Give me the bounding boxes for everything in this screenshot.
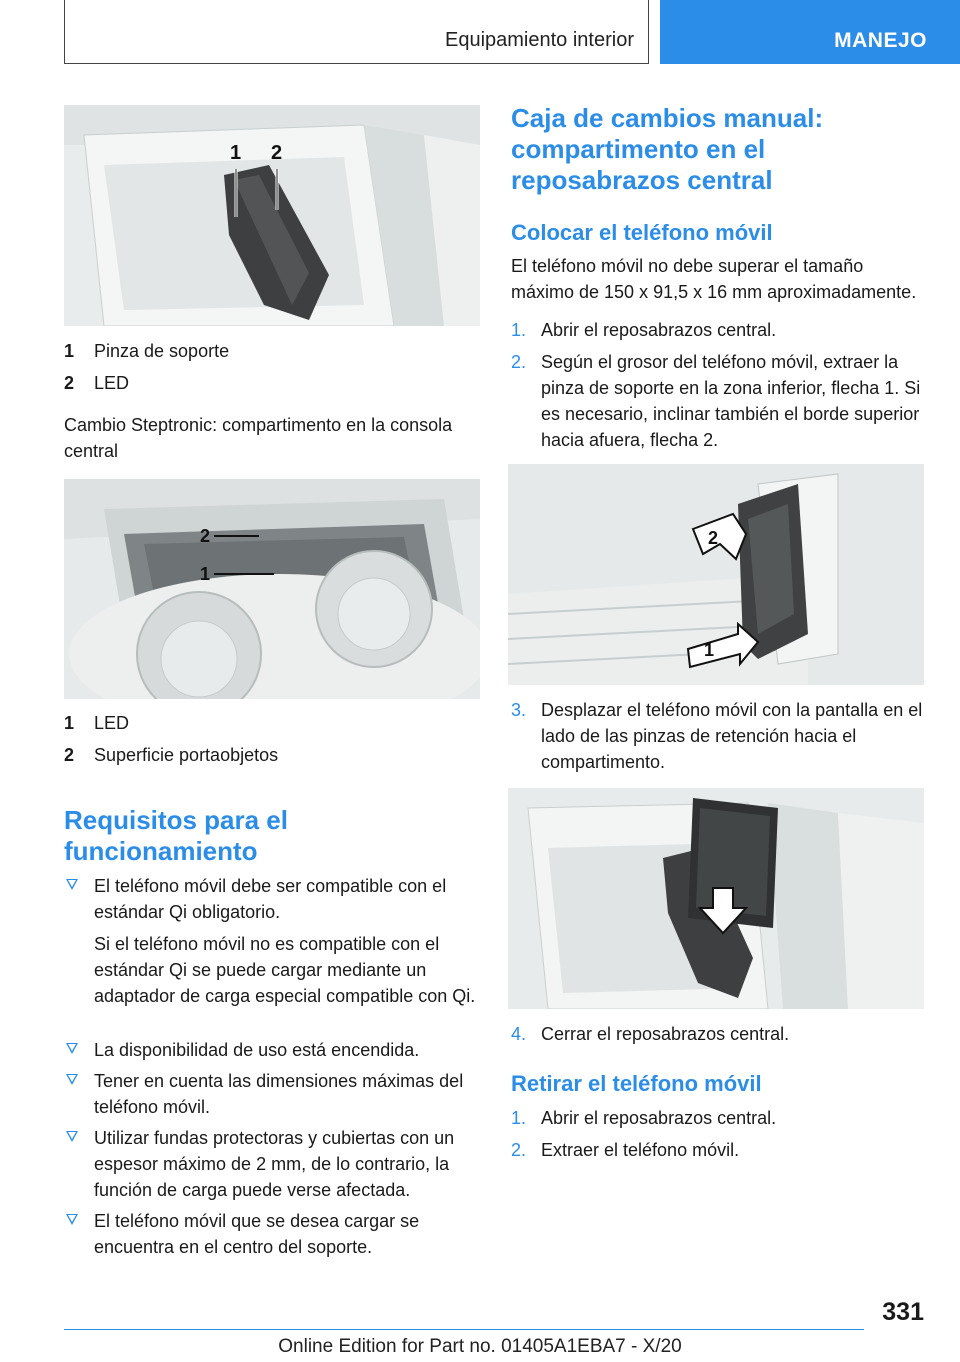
- step-number: 1.: [511, 1108, 527, 1128]
- step-item: [511, 1105, 931, 1131]
- section-title: MANEJO: [834, 29, 927, 52]
- legend-number: 2: [64, 745, 75, 765]
- bullet-triangle-icon: [66, 1043, 78, 1054]
- bullet-triangle-icon: [66, 1214, 78, 1225]
- legend-text: LED: [94, 713, 130, 733]
- legend-item: [64, 739, 480, 771]
- figure2-legend: [64, 707, 480, 771]
- step-number: 3.: [511, 700, 527, 720]
- legend-item: [64, 367, 480, 399]
- legend-text: Superficie portaobjetos: [94, 745, 279, 765]
- fig2-label-1: 1: [200, 564, 211, 584]
- fig1-label-1: 1: [230, 142, 242, 164]
- subheading-place-phone: Colocar el teléfono móvil: [511, 220, 773, 245]
- fig3-label-2: 2: [708, 528, 719, 548]
- section-tab[interactable]: [660, 0, 960, 64]
- step-item: [511, 1137, 931, 1163]
- requirement-text: Utilizar fundas protectoras y cubiertas con un espesor máximo de 2 mm, de lo contrario, la función de carga puede verse afectada.: [94, 1128, 455, 1200]
- fig3-label-1: 1: [704, 640, 715, 660]
- chapter-tab: [64, 0, 649, 64]
- page-number: 331: [882, 1298, 924, 1326]
- step-text: Abrir el reposabrazos central.: [541, 320, 777, 340]
- requirement-text: El teléfono móvil debe ser compatible con el estándar Qi obligatorio.: [94, 876, 447, 922]
- requirement-text: La disponibilidad de uso está encendida.: [94, 1040, 420, 1060]
- heading-manual-gearbox: Caja de cambios manual: compartimento en el reposabrazos central: [511, 103, 824, 195]
- chapter-title: Equipamiento interior: [445, 29, 634, 51]
- figure-insert-phone: [508, 788, 924, 1009]
- requirement-text: Tener en cuenta las dimensiones máximas del teléfono móvil.: [94, 1071, 464, 1117]
- legend-text: LED: [94, 373, 130, 393]
- step-text: Cerrar el reposabrazos central.: [541, 1024, 790, 1044]
- heading-requirements: Requisitos para el funcionamiento: [64, 805, 288, 866]
- step-text: Según el grosor del teléfono móvil, extraer la pinza de soporte en la zona inferior, flecha 1. Si es necesario, inclinar también el borde superior hacia afuera, flecha 2.: [541, 352, 921, 450]
- requirement-item: [64, 1208, 482, 1264]
- subheading-remove-phone: Retirar el teléfono móvil: [511, 1071, 762, 1096]
- requirement-text: El teléfono móvil que se desea cargar se encuentra en el centro del soporte.: [94, 1211, 420, 1257]
- step-text: Desplazar el teléfono móvil con la pantalla en el lado de las pinzas de retención hacia el compartimento.: [541, 700, 923, 772]
- legend-item: [64, 707, 480, 739]
- step-text: Extraer el teléfono móvil.: [541, 1140, 740, 1160]
- size-limit-note: El teléfono móvil no debe superar el tamaño máximo de 150 x 91,5 x 16 mm aproximadamente.: [511, 256, 917, 302]
- footer-divider: [64, 1329, 864, 1330]
- requirement-item: [64, 873, 482, 1029]
- step-text: Abrir el reposabrazos central.: [541, 1108, 777, 1128]
- step-item: [511, 697, 931, 777]
- bullet-triangle-icon: [66, 1131, 78, 1142]
- fig1-label-2: 2: [271, 142, 283, 164]
- step-item: [511, 317, 931, 343]
- figure1-legend: [64, 335, 480, 399]
- bullet-triangle-icon: [66, 879, 78, 890]
- step-number: 2.: [511, 352, 527, 372]
- legend-number: 1: [64, 341, 75, 361]
- requirement-item: [64, 1125, 482, 1205]
- caption-steptronic: Cambio Steptronic: compartimento en la consola central: [64, 415, 453, 461]
- legend-item: [64, 335, 480, 367]
- requirement-note: Si el teléfono móvil no es compatible con el estándar Qi se puede cargar mediante un adaptador de carga especial compatible con Qi.: [94, 934, 476, 1006]
- footer-edition: Online Edition for Part no. 01405A1EBA7 - X/20: [278, 1336, 682, 1357]
- step-item: [511, 1021, 931, 1047]
- step-number: 2.: [511, 1140, 527, 1160]
- figure-console-compartment: [64, 479, 480, 699]
- step-number: 1.: [511, 320, 527, 340]
- legend-number: 2: [64, 373, 75, 393]
- requirement-item: [64, 1037, 482, 1065]
- figure-clip-adjust: [508, 464, 924, 685]
- figure-armrest-clip: [64, 105, 480, 326]
- fig2-label-2: 2: [200, 526, 211, 546]
- legend-text: Pinza de soporte: [94, 341, 230, 361]
- legend-number: 1: [64, 713, 75, 733]
- requirement-item: [64, 1068, 482, 1124]
- step-item: [511, 349, 931, 453]
- bullet-triangle-icon: [66, 1074, 78, 1085]
- step-number: 4.: [511, 1024, 527, 1044]
